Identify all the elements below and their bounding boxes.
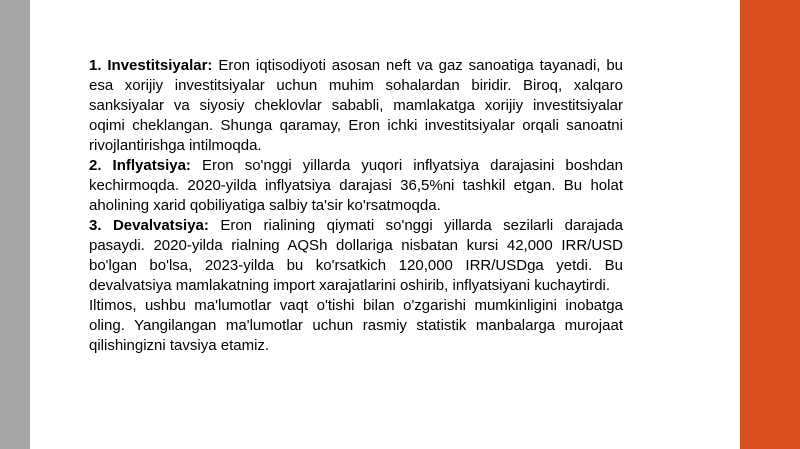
section-body: Eron iqtisodiyoti asosan neft va gaz sanoatiga tayanadi, bu esa xorijiy investitsiyalar uchun muhim sohalardan biridir. Biroq, xalqaro sanksiyalar va siyosiy cheklovlar sababli, mamlakatga xorijiy investitsiyalar oqimi cheklangan. Shunga qaramay, Eron ichki investitsiyalar orqali sanoatni rivojlantirishga intilmoqda. [89, 57, 624, 154]
section-body: Eron rialining qiymati so'nggi yillarda sezilarli darajada pasaydi. 2020-yilda rialning AQSh dollariga nisbatan kursi 42,000 IRR/USD bo'lgan bo'lsa, 2023-yilda bu ko'rsatkich 120,000 IRR/USDga yetdi. Bu devalvatsiya mamlakatning import xarajatlarini oshirib, inflyatsiyani kuchaytirdi. [89, 217, 623, 294]
closing-note: Iltimos, ushbu ma'lumotlar vaqt o'tishi bilan o'zgarishi mumkinligini inobatga oling. Yangilangan ma'lumotlar uchun rasmiy statistik manbalarga murojaat qilishingizni tavsiya etamiz. [89, 297, 623, 354]
section-inflation [89, 156, 623, 216]
right-accent-bar [740, 0, 800, 449]
left-decorative-bar [0, 0, 30, 449]
section-body: Eron so'nggi yillarda yuqori inflyatsiya darajasini boshdan kechirmoqda. 2020-yilda inflyatsiya darajasi 36,5%ni tashkil etgan. Bu holat aholining xarid qobiliyatiga salbiy ta'sir ko'rsatmoqda. [89, 157, 623, 214]
section-heading: 2. Inflyatsiya: [89, 157, 191, 174]
section-devaluation [89, 216, 623, 296]
slide-text-body [89, 56, 623, 356]
section-heading: 3. Devalvatsiya: [89, 217, 209, 234]
section-heading: 1. Investitsiyalar: [89, 57, 213, 74]
section-investments [89, 56, 623, 156]
